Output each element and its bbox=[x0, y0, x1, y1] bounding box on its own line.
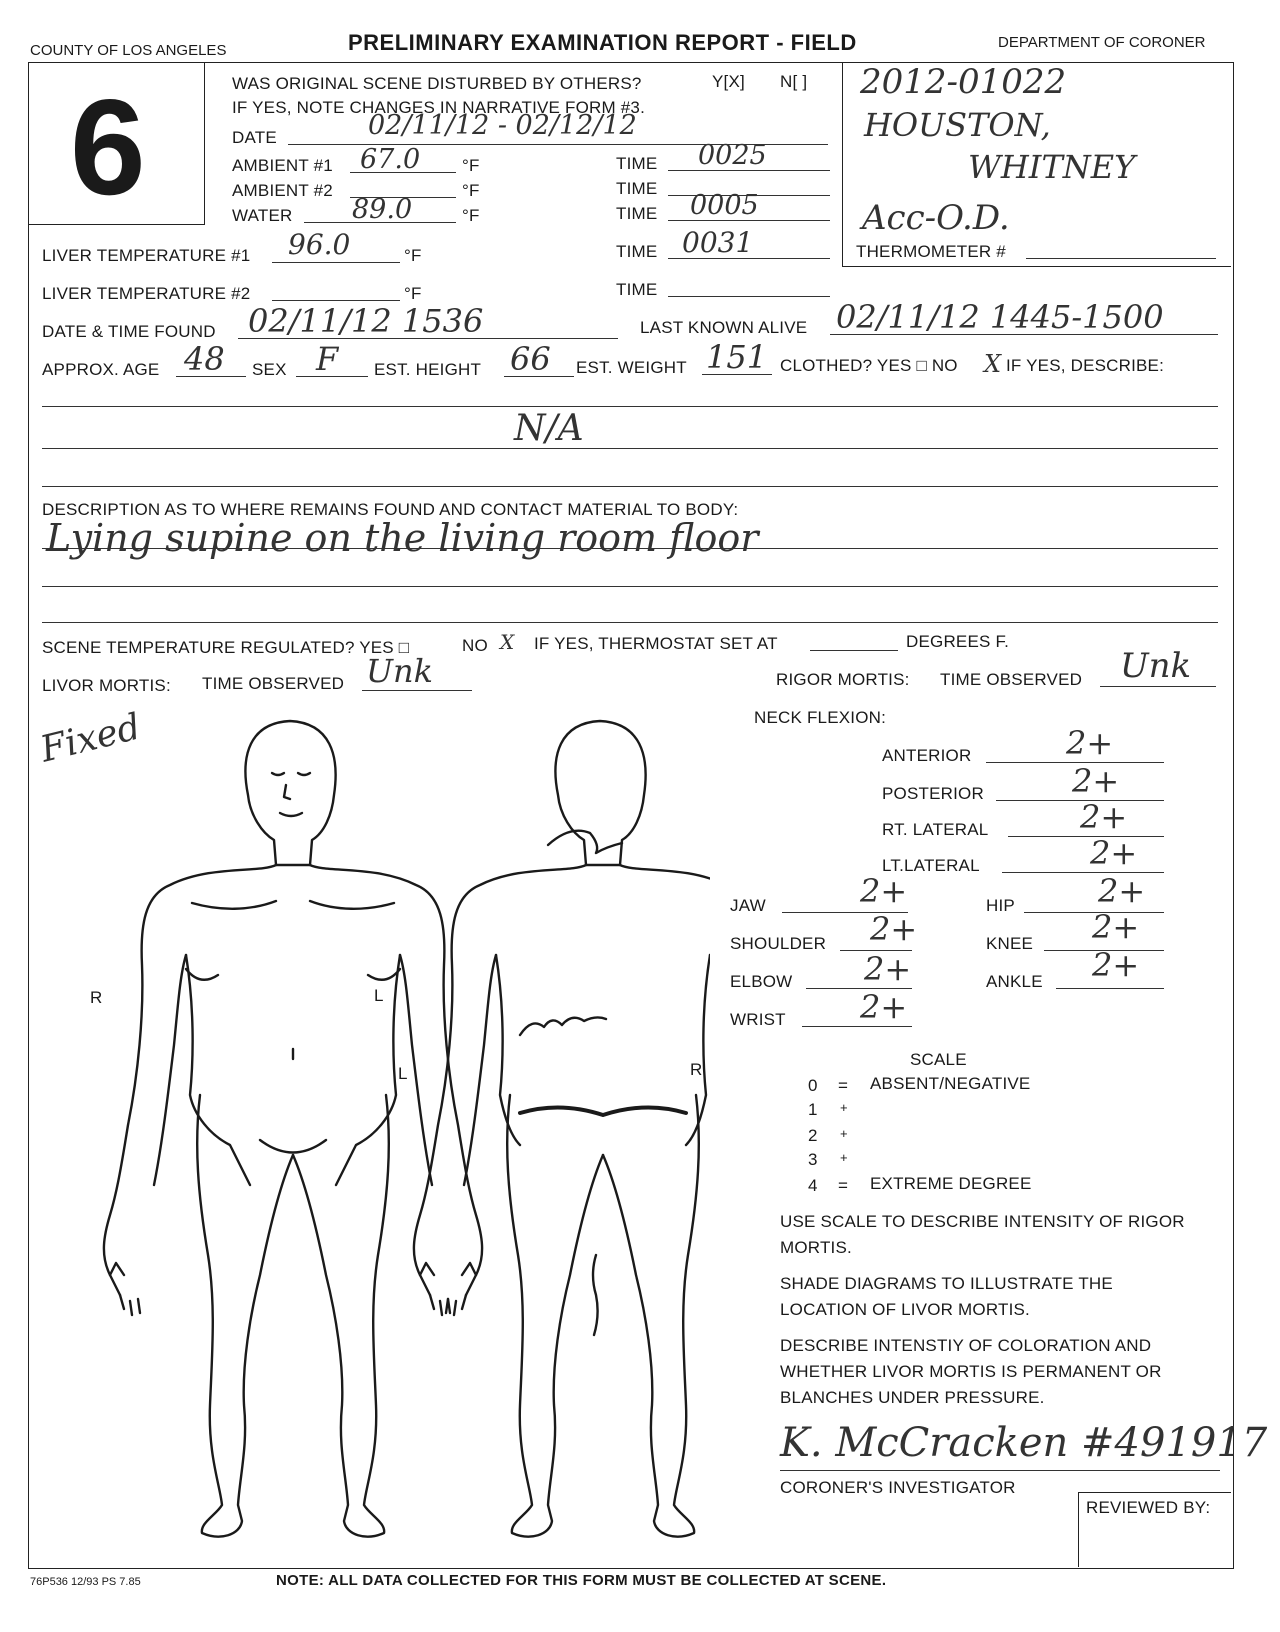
scale-row-1-n: 1 bbox=[808, 1100, 818, 1119]
remains-description-label: DESCRIPTION AS TO WHERE REMAINS FOUND AND CONTACT MATERIAL TO BODY: bbox=[42, 500, 739, 519]
front-right-label: R bbox=[90, 988, 103, 1007]
clothed-describe-label: IF YES, DESCRIBE: bbox=[1006, 356, 1165, 375]
remains-line-2 bbox=[42, 586, 1218, 587]
degrees-label: DEGREES F. bbox=[906, 632, 1010, 651]
sex-label: SEX bbox=[252, 360, 287, 379]
back-left-label: L bbox=[398, 1064, 408, 1083]
thermometer-label: THERMOMETER # bbox=[856, 242, 1006, 261]
scene-temp-no-check: X bbox=[500, 630, 515, 654]
case-classification: Acc-O.D. bbox=[862, 198, 1010, 238]
liver2-line bbox=[272, 300, 400, 301]
date-value: 02/11/12 - 02/12/12 bbox=[368, 110, 637, 141]
elbow-value: 2+ bbox=[864, 950, 912, 988]
clothed-label: CLOTHED? YES □ NO bbox=[780, 356, 958, 375]
neck-posterior-label: POSTERIOR bbox=[882, 784, 984, 803]
clothing-line-3 bbox=[42, 486, 1218, 487]
rigor-time-value: Unk bbox=[1120, 646, 1192, 686]
elbow-label: ELBOW bbox=[730, 972, 793, 991]
instruction-3a: DESCRIBE INTENSTIY OF COLORATION AND bbox=[780, 1336, 1152, 1355]
scene-disturbed-yes: Y[X] bbox=[712, 72, 745, 91]
livor-time-value: Unk bbox=[366, 652, 433, 690]
scale-row-4-sym: = bbox=[838, 1176, 849, 1195]
investigator-signature: K. McCracken #491917 bbox=[780, 1420, 1268, 1466]
liver1-value: 96.0 bbox=[288, 228, 351, 261]
rigor-time-label: TIME OBSERVED bbox=[940, 670, 1083, 689]
ankle-line bbox=[1056, 988, 1164, 989]
neck-lt-lateral-value: 2+ bbox=[1090, 834, 1138, 872]
front-left-label: L bbox=[374, 986, 384, 1005]
scene-note: IF YES, NOTE CHANGES IN NARRATIVE FORM #3. bbox=[232, 98, 646, 117]
clothed-no-check: X bbox=[984, 350, 1002, 378]
ambient2-label: AMBIENT #2 bbox=[232, 181, 333, 200]
liver1-label: LIVER TEMPERATURE #1 bbox=[42, 246, 251, 265]
height-value: 66 bbox=[510, 340, 551, 378]
jaw-label: JAW bbox=[730, 896, 766, 915]
water-time-label: TIME bbox=[616, 204, 658, 223]
form-code: 76P536 12/93 PS 7.85 bbox=[30, 1576, 141, 1588]
neck-anterior-value: 2+ bbox=[1066, 724, 1114, 762]
ankle-value: 2+ bbox=[1092, 946, 1140, 984]
last-alive-label: LAST KNOWN ALIVE bbox=[640, 318, 808, 337]
remains-line-3 bbox=[42, 622, 1218, 623]
scale-row-3-n: 3 bbox=[808, 1150, 818, 1169]
liver1-line bbox=[272, 262, 400, 263]
wrist-value: 2+ bbox=[860, 988, 908, 1026]
instruction-1b: MORTIS. bbox=[780, 1238, 852, 1257]
water-label: WATER bbox=[232, 206, 293, 225]
scale-row-1-sym: + bbox=[840, 1100, 848, 1115]
liver1-time: 0031 bbox=[682, 226, 754, 259]
ambient2-unit: °F bbox=[462, 181, 480, 200]
wrist-line bbox=[802, 1026, 912, 1027]
clothing-description: N/A bbox=[514, 408, 584, 449]
weight-value: 151 bbox=[706, 338, 768, 376]
instruction-3b: WHETHER LIVOR MORTIS IS PERMANENT OR bbox=[780, 1362, 1162, 1381]
neck-lt-lateral-label: LT.LATERAL bbox=[882, 856, 980, 875]
decedent-first-name: WHITNEY bbox=[968, 148, 1136, 186]
liver2-time-line bbox=[668, 296, 830, 297]
ambient1-time-label: TIME bbox=[616, 154, 658, 173]
scale-row-0-text: ABSENT/NEGATIVE bbox=[870, 1074, 1031, 1093]
ambient2-time-label: TIME bbox=[616, 179, 658, 198]
reviewed-label: REVIEWED BY: bbox=[1086, 1498, 1211, 1517]
date-found-value: 02/11/12 1536 bbox=[248, 302, 484, 340]
investigator-label: CORONER'S INVESTIGATOR bbox=[780, 1478, 1016, 1497]
livor-time-label: TIME OBSERVED bbox=[202, 674, 345, 693]
scale-title: SCALE bbox=[910, 1050, 967, 1069]
liver2-time-label: TIME bbox=[616, 280, 658, 299]
height-label: EST. HEIGHT bbox=[374, 360, 482, 379]
case-number: 2012-01022 bbox=[860, 62, 1067, 102]
scale-row-0-sym: = bbox=[838, 1076, 849, 1095]
ambient1-unit: °F bbox=[462, 156, 480, 175]
liver1-time-label: TIME bbox=[616, 242, 658, 261]
knee-value: 2+ bbox=[1092, 908, 1140, 946]
signature-line bbox=[780, 1470, 1220, 1471]
remains-description-value: Lying supine on the living room floor bbox=[46, 516, 759, 560]
water-time: 0005 bbox=[690, 190, 759, 221]
thermostat-label: IF YES, THERMOSTAT SET AT bbox=[534, 634, 778, 653]
department-label: DEPARTMENT OF CORONER bbox=[998, 34, 1206, 51]
scale-row-0-n: 0 bbox=[808, 1076, 818, 1095]
neck-rt-lateral-line bbox=[1008, 836, 1164, 837]
county-label: COUNTY OF LOS ANGELES bbox=[30, 42, 227, 59]
scale-row-2-sym: + bbox=[840, 1126, 848, 1141]
ambient1-value: 67.0 bbox=[360, 144, 421, 175]
ambient1-label: AMBIENT #1 bbox=[232, 156, 333, 175]
instruction-3c: BLANCHES UNDER PRESSURE. bbox=[780, 1388, 1045, 1407]
decedent-last-name: HOUSTON, bbox=[864, 106, 1051, 144]
neck-posterior-value: 2+ bbox=[1072, 762, 1120, 800]
age-value: 48 bbox=[184, 340, 225, 378]
liver2-label: LIVER TEMPERATURE #2 bbox=[42, 284, 251, 303]
rigor-time-line bbox=[1100, 686, 1216, 687]
footer-note: NOTE: ALL DATA COLLECTED FOR THIS FORM MUST BE COLLECTED AT SCENE. bbox=[276, 1572, 887, 1589]
hip-value: 2+ bbox=[1098, 872, 1146, 910]
clothing-line-2 bbox=[42, 448, 1218, 449]
water-unit: °F bbox=[462, 206, 480, 225]
neck-flexion-label: NECK FLEXION: bbox=[754, 708, 887, 727]
age-label: APPROX. AGE bbox=[42, 360, 160, 379]
back-right-label: R bbox=[690, 1060, 703, 1079]
thermostat-line bbox=[810, 650, 898, 651]
shoulder-value: 2+ bbox=[870, 910, 918, 948]
scale-row-2-n: 2 bbox=[808, 1126, 818, 1145]
scene-disturbed-no: N[ ] bbox=[780, 72, 808, 91]
livor-time-line bbox=[362, 690, 472, 691]
thermometer-line bbox=[1026, 258, 1216, 259]
front-body-diagram bbox=[104, 721, 482, 1537]
scene-disturbed-question: WAS ORIGINAL SCENE DISTURBED BY OTHERS? bbox=[232, 74, 642, 93]
liver2-unit: °F bbox=[404, 284, 422, 303]
weight-label: EST. WEIGHT bbox=[576, 358, 687, 377]
sex-value: F bbox=[316, 340, 339, 378]
livor-label: LIVOR MORTIS: bbox=[42, 676, 171, 695]
remains-line-1 bbox=[42, 548, 1218, 549]
instruction-2b: LOCATION OF LIVOR MORTIS. bbox=[780, 1300, 1030, 1319]
ankle-label: ANKLE bbox=[986, 972, 1043, 991]
date-found-label: DATE & TIME FOUND bbox=[42, 322, 216, 341]
instruction-1a: USE SCALE TO DESCRIBE INTENSITY OF RIGOR bbox=[780, 1212, 1185, 1231]
liver1-unit: °F bbox=[404, 246, 422, 265]
water-value: 89.0 bbox=[352, 194, 413, 225]
ambient1-time: 0025 bbox=[698, 140, 767, 171]
last-alive-value: 02/11/12 1445-1500 bbox=[836, 298, 1164, 336]
livor-note: Fixed bbox=[36, 706, 145, 771]
scale-row-4-n: 4 bbox=[808, 1176, 818, 1195]
scale-row-4-text: EXTREME DEGREE bbox=[870, 1174, 1032, 1193]
clothing-line-1 bbox=[42, 406, 1218, 407]
knee-label: KNEE bbox=[986, 934, 1034, 953]
form-number: 6 bbox=[70, 71, 146, 223]
wrist-label: WRIST bbox=[730, 1010, 786, 1029]
scene-temp-no-label: NO bbox=[462, 636, 488, 655]
rigor-label: RIGOR MORTIS: bbox=[776, 670, 910, 689]
neck-anterior-label: ANTERIOR bbox=[882, 746, 972, 765]
jaw-value: 2+ bbox=[860, 872, 908, 910]
scale-row-3-sym: + bbox=[840, 1150, 848, 1165]
date-label: DATE bbox=[232, 128, 277, 147]
instruction-2a: SHADE DIAGRAMS TO ILLUSTRATE THE bbox=[780, 1274, 1113, 1293]
scene-temp-label: SCENE TEMPERATURE REGULATED? YES □ bbox=[42, 638, 410, 657]
hip-label: HIP bbox=[986, 896, 1015, 915]
neck-rt-lateral-label: RT. LATERAL bbox=[882, 820, 989, 839]
body-diagrams bbox=[90, 715, 710, 1550]
shoulder-label: SHOULDER bbox=[730, 934, 827, 953]
neck-rt-lateral-value: 2+ bbox=[1080, 798, 1128, 836]
form-title: PRELIMINARY EXAMINATION REPORT - FIELD bbox=[348, 30, 857, 55]
